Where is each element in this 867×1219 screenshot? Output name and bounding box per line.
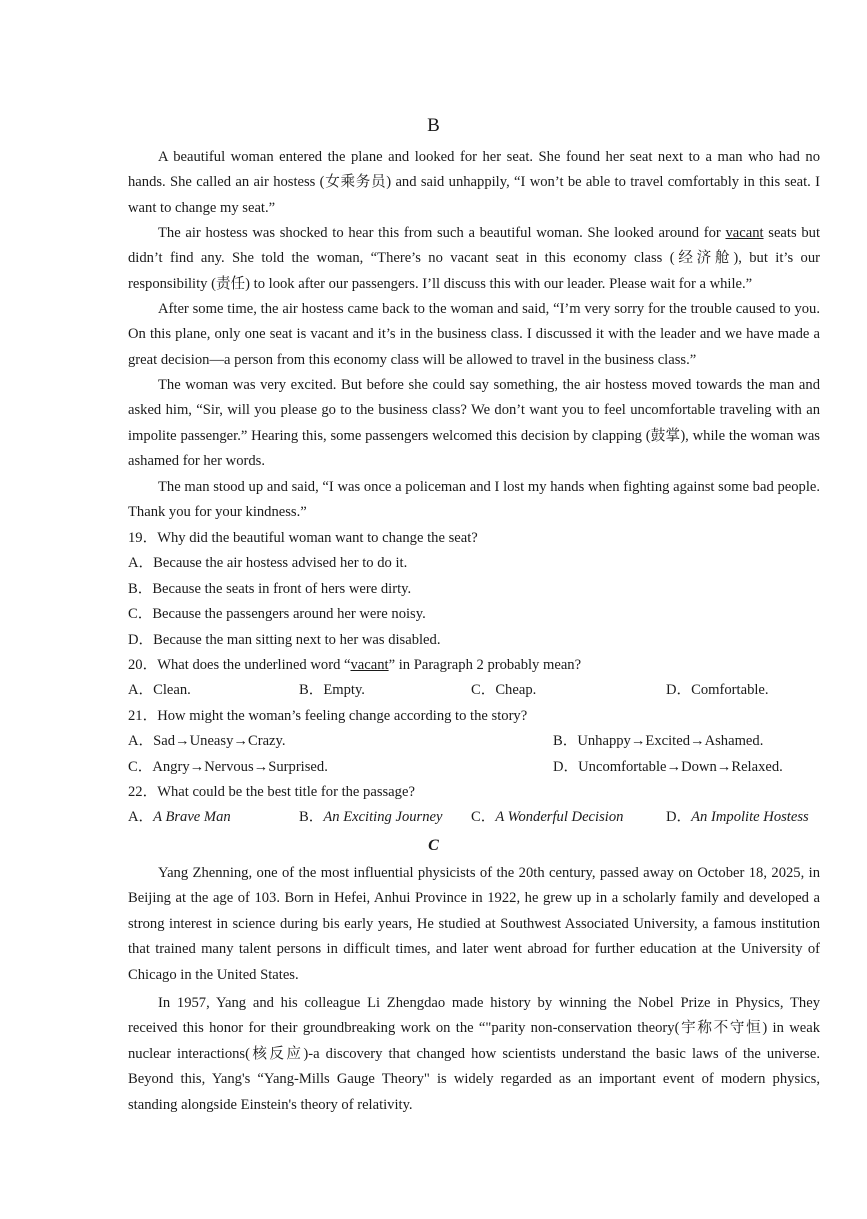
option-letter: B．	[299, 809, 324, 826]
question-21-option-d: D．Uncomfortable→Down→Relaxed.	[553, 758, 783, 775]
option-title: A Brave Man	[153, 809, 231, 826]
question-19-stem: 19．Why did the beautiful woman want to change the seat?	[128, 530, 478, 546]
paragraph-text: seats but didn’t find any. She told the woman, “There’s no vacant seat in this economy class (经济舱), but it’s our responsibility (责任) to look after our passengers. I’ll discuss this with our leader. Please wait for a while.”	[128, 225, 820, 292]
question-20-option-d: D．Comfortable.	[666, 682, 769, 699]
question-21-option-c: C．Angry→Nervous→Surprised.	[128, 758, 328, 775]
question-21-stem: 21．How might the woman’s feeling change according to the story?	[128, 707, 528, 724]
question-22-option-b	[299, 805, 442, 830]
option-title: An Exciting Journey	[323, 809, 443, 826]
underlined-word: vacant	[350, 656, 389, 673]
section-c-paragraph-2: In 1957, Yang and his colleague Li Zhengdao made history by winning the Nobel Prize in Physics, They received this honor for their groundbreaking work on the “"parity non-conservation theory(宇称不守恒) in weak nuclear interactions(核反应)-a discovery that changed how scientists understand the basic laws of the universe. Beyond this, Yang's “Yang-Mills Gauge Theory" is widely regarded as an important event of modern physics, standing alongside Einstein's theory of relativity.	[128, 995, 820, 1113]
stem-text: ” in Paragraph 2 probably mean?	[388, 656, 582, 673]
section-c-paragraph-1: Yang Zhenning, one of the most influential physicists of the 20th century, passed away on October 18, 2025, in Beijing at the age of 103. Born in Hefei, Anhui Province in 1922, he grew up in a scholarly family and developed a strong interest in science during bis early years, He studied at Southwest Associated University, a famous institution that trained many talent persons in difficult times, and later went abroad for further education at the University of Chicago in the United States.	[128, 865, 820, 983]
underlined-word: vacant	[725, 225, 764, 241]
option-title: An Impolite Hostess	[691, 809, 809, 826]
stem-text: 20．What does the underlined word “	[128, 656, 351, 673]
question-20-option-c: C．Cheap.	[471, 682, 537, 699]
question-20-option-a: A．Clean.	[128, 682, 191, 699]
paragraph-text: The air hostess was shocked to hear this from such a beautiful woman. She looked around for	[158, 225, 726, 241]
option-title: A Wonderful Decision	[495, 809, 624, 826]
question-20-options	[128, 678, 828, 703]
section-b-paragraph-1	[128, 145, 820, 221]
question-19-option-d: D．Because the man sitting next to her was disabled.	[128, 631, 441, 648]
question-19-option-a: A．Because the air hostess advised her to do it.	[128, 555, 408, 572]
section-b-paragraph-5	[128, 475, 820, 526]
section-b-paragraph-3	[128, 297, 820, 373]
section-b-heading: B	[427, 115, 440, 136]
question-22-option-c	[471, 805, 623, 830]
section-b-paragraph-4	[128, 373, 820, 475]
paragraph-text: The man stood up and said, “I was once a policeman and I lost my hands when fighting against some bad people. Thank you for your kindness.”	[128, 479, 820, 521]
question-22-option-d	[666, 805, 809, 830]
paragraph-text: After some time, the air hostess came back to the woman and said, “I’m very sorry for the trouble caused to you. On this plane, only one seat is vacant and it’s in the business class. I discussed it with the leader and we have made a great decision—a person from this economy class will be allowed to travel in the business class.”	[128, 301, 820, 368]
question-20-stem	[128, 653, 828, 678]
option-letter: D．	[666, 809, 692, 826]
option-letter: A．	[128, 809, 154, 826]
question-21-option-b: B．Unhappy→Excited→Ashamed.	[553, 733, 764, 750]
section-b-paragraph-2	[128, 221, 820, 297]
question-21-option-a: A．Sad→Uneasy→Crazy.	[128, 733, 286, 750]
question-20-option-b: B．Empty.	[299, 682, 365, 699]
question-21-options-row-2	[128, 755, 828, 780]
section-c-heading: C	[428, 837, 439, 854]
question-19-option-c: C．Because the passengers around her were noisy.	[128, 606, 426, 623]
paragraph-text: A beautiful woman entered the plane and looked for her seat. She found her seat next to a man who had no hands. She called an air hostess (女乘务员) and said unhappily, “I won’t be able to travel comfortably in this seat. I want to change my seat.”	[128, 149, 820, 216]
questions-block	[128, 526, 828, 831]
question-21-options-row-1	[128, 729, 828, 754]
question-22-options	[128, 805, 828, 830]
option-letter: C．	[471, 809, 496, 826]
question-22-stem: 22．What could be the best title for the passage?	[128, 783, 415, 800]
question-19-option-b: B．Because the seats in front of hers were dirty.	[128, 580, 412, 597]
question-22-option-a	[128, 805, 231, 830]
paragraph-text: The woman was very excited. But before she could say something, the air hostess moved towards the man and asked him, “Sir, will you please go to the business class? We don’t want you to feel uncomfortable traveling with an impolite passenger.” Hearing this, some passengers welcomed this decision by clapping (鼓掌), while the woman was ashamed for her words.	[128, 377, 820, 470]
